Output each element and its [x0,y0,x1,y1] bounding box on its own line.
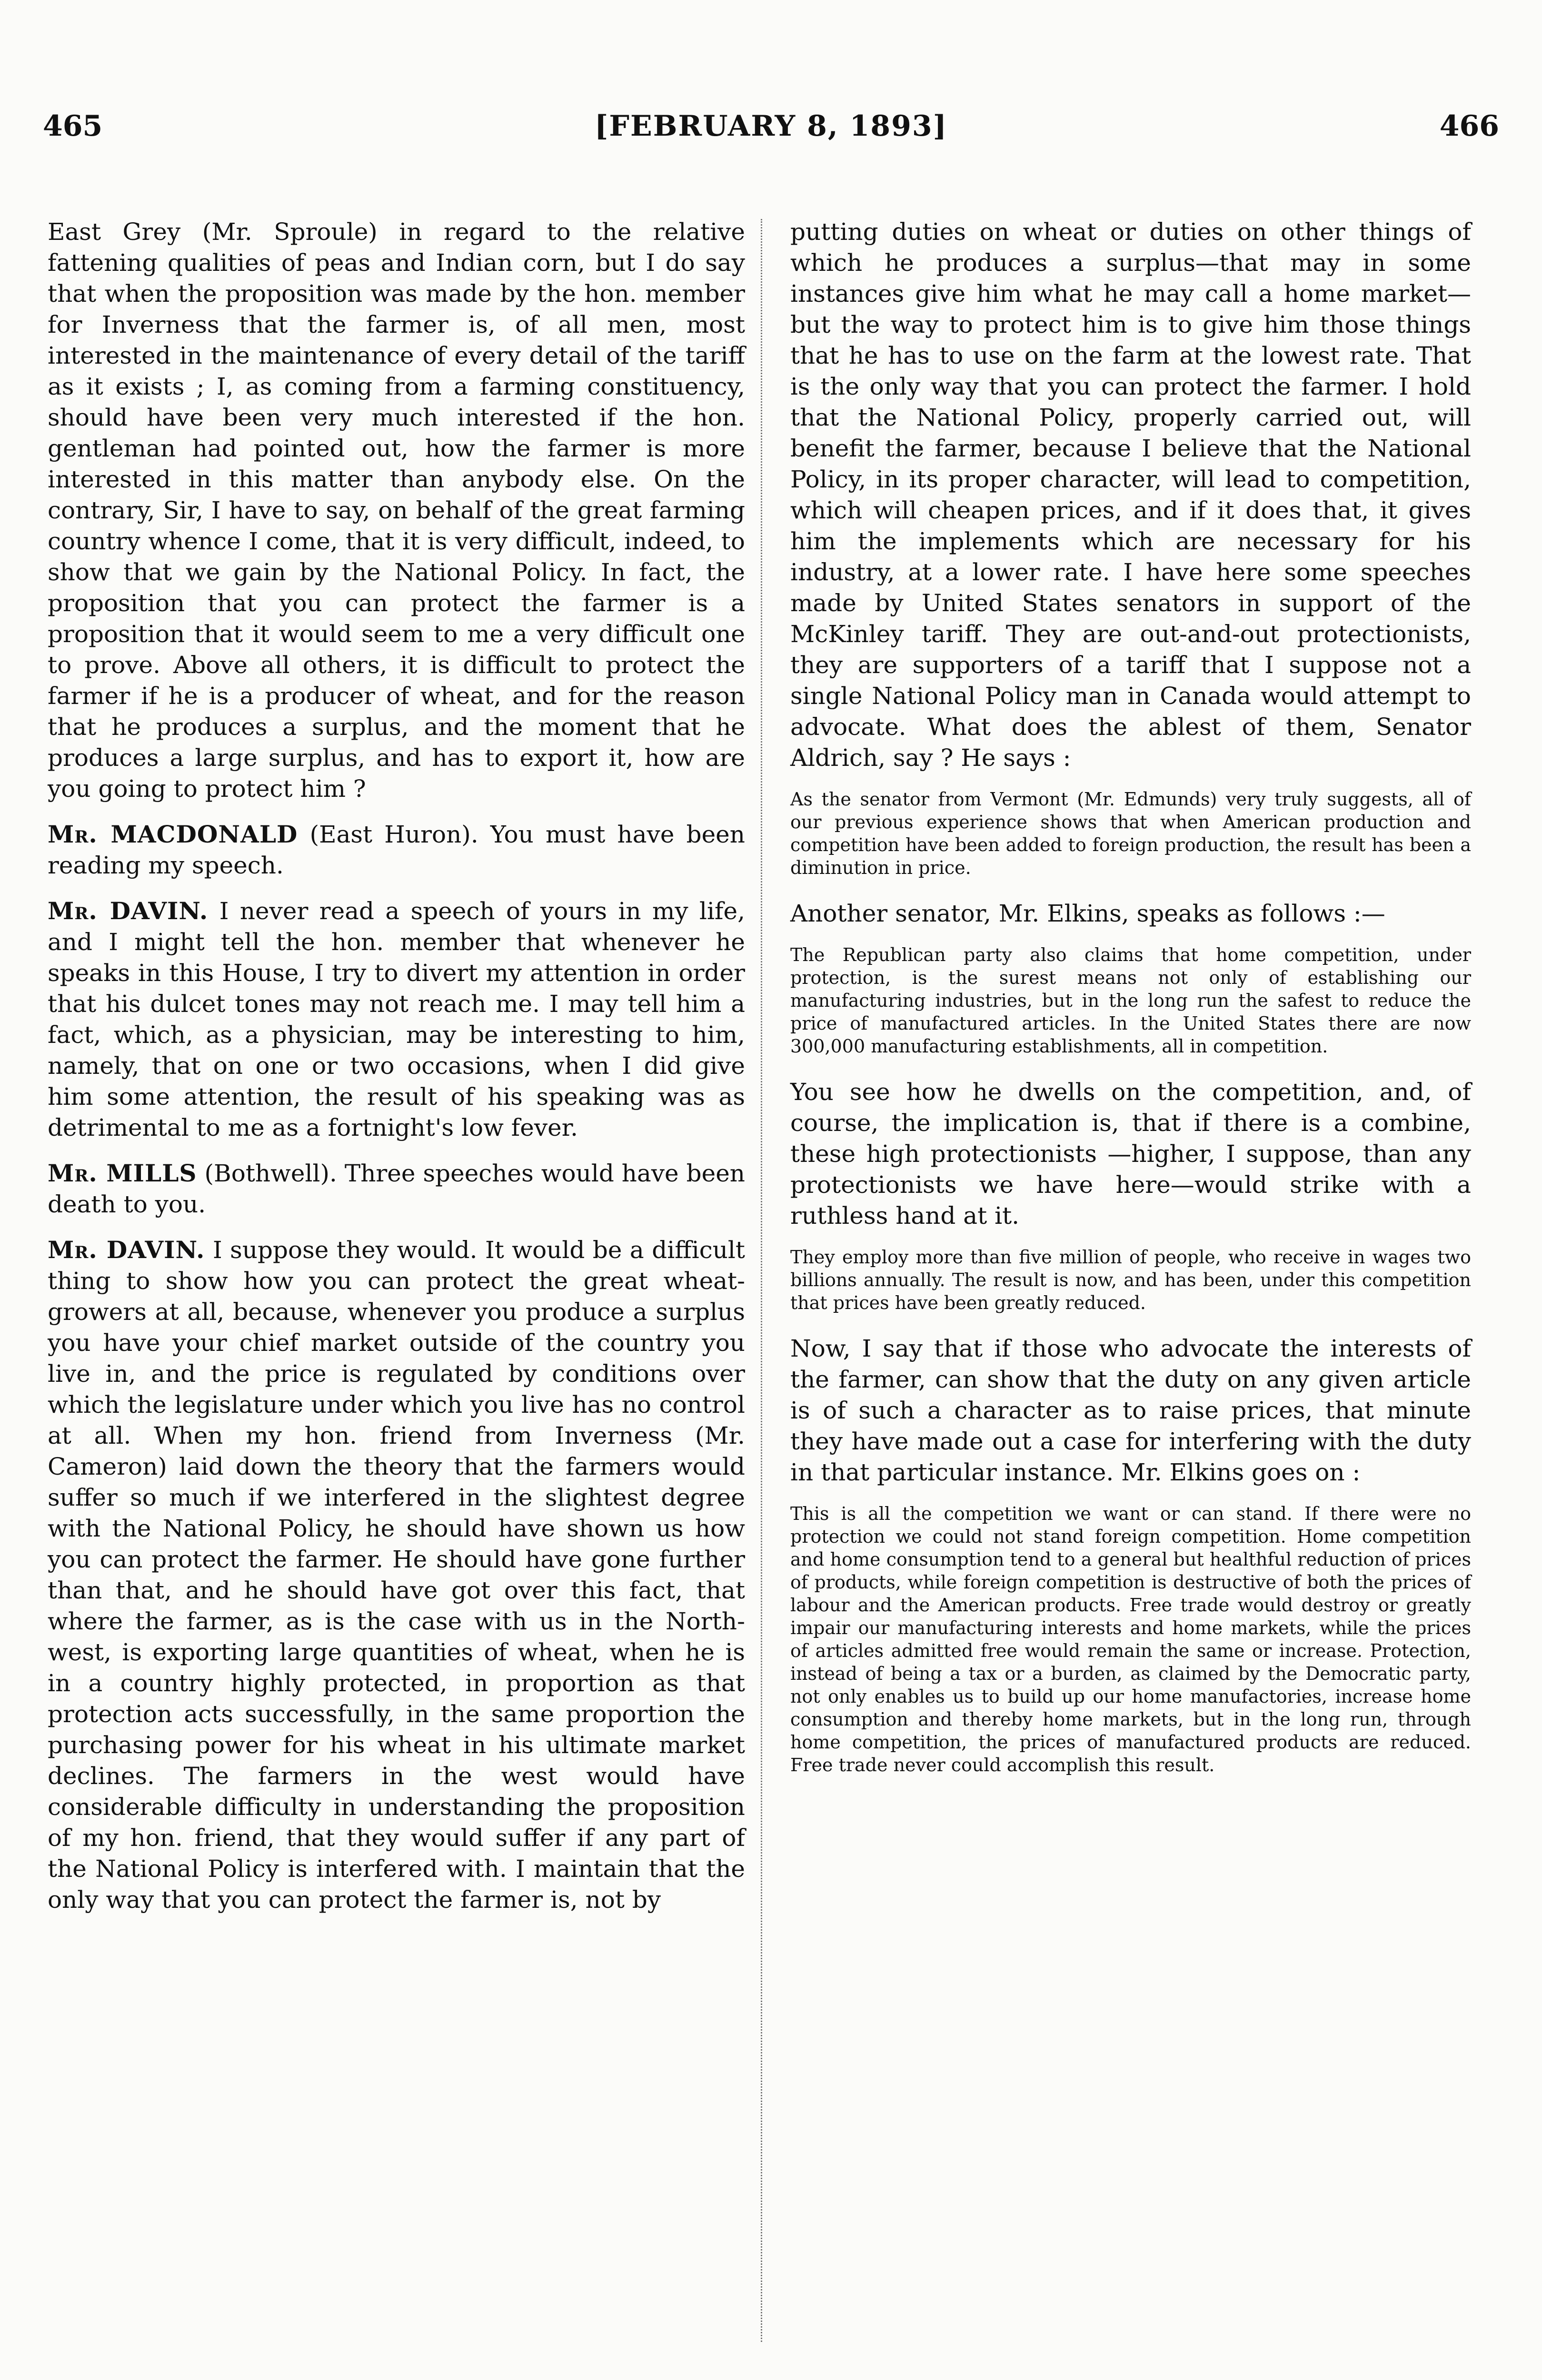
quoted-excerpt: The Republican party also claims that home competition, under protection, is the surest means not only of establishing our manufacturing industries, but in the long run the safest to reduce the price of manufactured articles. In the United States there are now 300,000 manufacturing establishments, all in competition. [790,944,1471,1057]
speech-paragraph [48,1158,745,1220]
speaker-name: Mr. DAVIN. [48,1236,205,1264]
speech-text: (East Huron). You must have been reading my speech. [48,821,745,879]
speech-paragraph: Now, I say that if those who advocate the interests of the farmer, can show that the duty on any given article is of such a character as to raise prices, that minute they have made out a case for interfering with the duty in that particular instance. Mr. Elkins goes on : [790,1335,1471,1486]
speech-paragraph [48,1234,745,1915]
speech-text: I never read a speech of yours in my life, and I might tell the hon. member that whenever he speaks in this House, I try to divert my attention in order that his dulcet tones may not reach me. I may tell him a fact, which, as a physician, may be interesting to him, namely, that on one or two occasions, when I did give him some attention, the result of his speaking was as detrimental to me as a fortnight's low fever. [48,897,745,1141]
page-date: [FEBRUARY 8, 1893] [595,109,947,143]
speech-paragraph [48,895,745,1143]
speech-paragraph: Another senator, Mr. Elkins, speaks as follows :— [790,900,1385,927]
speech-paragraph: putting duties on wheat or duties on other things of which he produces a surplus—that may in some instances give him what he may call a home market—but the way to protect him is to give him those things that he has to use on the farm at the lowest rate. That is the only way that you can protect the farmer. I hold that the National Policy, properly carried out, will benefit the farmer, because I believe that the National Policy, in its proper character, will lead to competition, which will cheapen prices, and if it does that, it gives him the implements which are necessary for his industry, at a lower rate. I have here some speeches made by United States senators in support of the McKinley tariff. They are out-and-out protectionists, they are supporters of a tariff that I suppose not a single National Policy man in Canada would attempt to advocate. What does the ablest of them, Senator Aldrich, say ? He says : [790,218,1471,772]
quoted-excerpt: As the senator from Vermont (Mr. Edmunds) very truly suggests, all of our previous experience shows that when American production and competition have been added to foreign production, the result has been a diminution in price. [790,789,1471,878]
left-page-number: 465 [43,109,103,143]
page-header [43,109,1499,167]
speaker-name: Mr. MACDONALD [48,820,298,848]
speaker-name: Mr. DAVIN. [48,897,209,925]
quoted-excerpt: They employ more than five million of people, who receive in wages two billions annually. The result is now, and has been, under this competition that prices have been greatly reduced. [790,1247,1471,1313]
speech-text: East Grey (Mr. Sproule) in regard to the relative fattening qualities of peas and Indian corn, but I do say that when the proposition was made by the hon. member for Inverness that the farmer is, of all men, most interested in the maintenance of every detail of the tariff as it exists ; I, as coming from a farming constituency, should have been very much interested if the hon. gentleman had pointed out, how the farmer is more interested in this matter than anybody else. On the contrary, Sir, I have to say, on behalf of the great farming country whence I come, that it is very difficult, indeed, to show that we gain by the National Policy. In fact, the proposition that you can protect the farmer is a proposition that it would seem to me a very difficult one to prove. Above all others, it is difficult to protect the farmer if he is a producer of wheat, and for the reason that he produces a surplus, and the moment that he produces a large surplus, and has to export it, how are you going to protect him ? [48,218,745,803]
speech-text: I suppose they would. It would be a difficult thing to show how you can protect the great wheat-growers at all, because, whenever you produce a surplus you have your chief market outside of the country you live in, and the price is regulated by conditions over which the legislature under which you live has no control at all. When my hon. friend from Inverness (Mr. Cameron) laid down the theory that the farmers would suffer so much if we interfered in the slightest degree with the National Policy, he should have shown us how you can protect the farmer. He should have gone further than that, and he should have got over this fact, that where the farmer, as is the case with us in the North-west, is exporting large quantities of wheat, when he is in a country highly protected, in proportion as that protection acts successfully, in the same proportion the purchasing power for his wheat in his ultimate market declines. The farmers in the west would have considerable difficulty in understanding the proposition of my hon. friend, that they would suffer if any part of the National Policy is interfered with. I maintain that the only way that you can protect the farmer is, not by [48,1236,746,1914]
speech-paragraph [48,217,745,804]
quoted-excerpt: This is all the competition we want or can stand. If there were no protection we could not stand foreign competition. Home competition and home consumption tend to a general but healthful reduction of prices of products, while foreign competition is destructive of both the prices of labour and the American products. Free trade would destroy or greatly impair our manufacturing interests and home markets, while the prices of articles admitted free would remain the same or increase. Protection, instead of being a tax or a burden, as claimed by the Democratic party, not only enables us to build up our home manufactories, increase home consumption and thereby home markets, but in the long run, through home competition, the prices of manufactured products are reduced. Free trade never could accomplish this result. [790,1503,1471,1775]
speech-paragraph: You see how he dwells on the competition, and, of course, the implication is, that if there is a combine, these high protectionists —higher, I suppose, than any protectionists we have here—would strike with a ruthless hand at it. [790,1078,1471,1230]
column-divider [761,219,762,2342]
left-column [48,217,745,1930]
right-page-number: 466 [1439,109,1499,143]
speech-paragraph [48,819,745,881]
speech-text: (Bothwell). Three speeches would have been death to you. [48,1160,746,1218]
speaker-name: Mr. MILLS [48,1159,197,1187]
right-column [790,217,1471,1795]
